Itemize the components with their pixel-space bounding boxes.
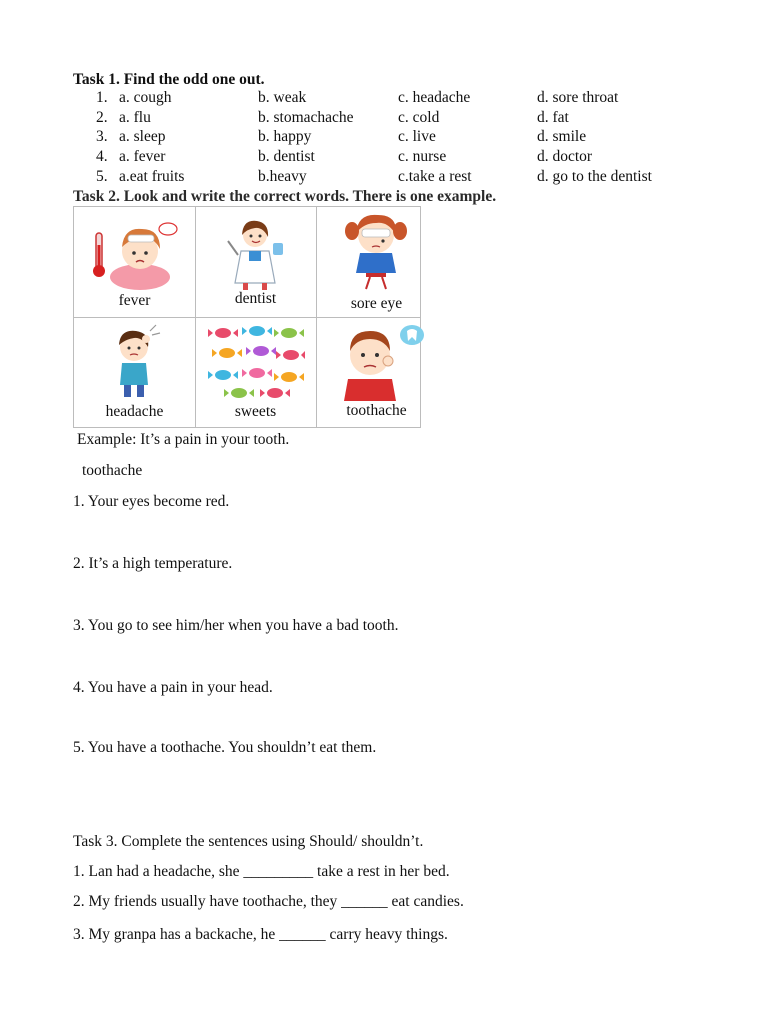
picture-label: toothache bbox=[346, 402, 407, 419]
picture-cell-toothache bbox=[316, 317, 437, 427]
task2-title: Task 2. Look and write the correct words. There is one example. bbox=[73, 188, 497, 205]
row-number: 1. bbox=[96, 89, 108, 106]
option-b: b.heavy bbox=[258, 168, 307, 185]
option-b: b. dentist bbox=[258, 148, 315, 165]
question-4: 4. You have a pain in your head. bbox=[73, 679, 273, 696]
picture-label: fever bbox=[118, 292, 151, 309]
option-a: a. flu bbox=[119, 109, 151, 126]
sweets-candies-icon bbox=[205, 321, 305, 401]
row-number: 2. bbox=[96, 109, 108, 126]
example-sentence: Example: It’s a pain in your tooth. bbox=[77, 431, 290, 448]
option-b: b. stomachache bbox=[258, 109, 354, 126]
option-b: b. happy bbox=[258, 128, 312, 145]
task3-title: Task 3. Complete the sentences using Should/ shouldn’t. bbox=[73, 833, 424, 850]
option-d: d. doctor bbox=[537, 148, 593, 165]
option-a: a. sleep bbox=[119, 128, 166, 145]
option-a: a. fever bbox=[119, 148, 166, 165]
task1-instruction: Find the odd one out. bbox=[123, 71, 265, 88]
option-c: c. cold bbox=[398, 109, 440, 126]
task1-heading bbox=[73, 70, 265, 89]
task3-sentence-1: 1. Lan had a headache, she _________ take a rest in her bed. bbox=[73, 863, 450, 880]
picture-cell-sweets bbox=[195, 317, 316, 427]
boy-toothache-icon bbox=[326, 321, 426, 401]
option-d: d. sore throat bbox=[537, 89, 619, 106]
question-2: 2. It’s a high temperature. bbox=[73, 555, 233, 572]
option-d: d. fat bbox=[537, 109, 569, 126]
picture-label: sore eye bbox=[350, 295, 403, 312]
row-number: 4. bbox=[96, 148, 108, 165]
option-d: d. smile bbox=[537, 128, 587, 145]
question-5: 5. You have a toothache. You shouldn’t eat them. bbox=[73, 739, 377, 756]
picture-label: headache bbox=[105, 403, 164, 420]
task3-sentence-3: 3. My granpa has a backache, he ______ carry heavy things. bbox=[73, 926, 448, 943]
picture-cell-dentist bbox=[195, 207, 316, 317]
dentist-woman-icon bbox=[205, 211, 305, 291]
picture-cell-fever bbox=[74, 207, 195, 317]
option-c: c. headache bbox=[398, 89, 471, 106]
option-c: c. live bbox=[398, 128, 436, 145]
picture-label: sweets bbox=[234, 403, 277, 420]
task1-label: Task 1. bbox=[73, 71, 120, 88]
girl-fever-thermometer-icon bbox=[84, 211, 184, 291]
option-a: a. cough bbox=[119, 89, 172, 106]
task3-sentence-2: 2. My friends usually have toothache, they ______ eat candies. bbox=[73, 893, 464, 910]
option-a: a.eat fruits bbox=[119, 168, 185, 185]
picture-grid bbox=[73, 206, 421, 428]
row-number: 5. bbox=[96, 168, 108, 185]
picture-cell-headache bbox=[74, 317, 195, 427]
row-number: 3. bbox=[96, 128, 108, 145]
girl-headache-icon bbox=[84, 321, 184, 401]
picture-label: dentist bbox=[234, 290, 277, 307]
girl-sore-eye-icon bbox=[326, 211, 426, 291]
option-d: d. go to the dentist bbox=[537, 168, 652, 185]
question-3: 3. You go to see him/her when you have a bad tooth. bbox=[73, 617, 399, 634]
picture-cell-sore-eye bbox=[316, 207, 437, 317]
question-1: 1. Your eyes become red. bbox=[73, 493, 230, 510]
option-b: b. weak bbox=[258, 89, 307, 106]
option-c: c.take a rest bbox=[398, 168, 472, 185]
option-c: c. nurse bbox=[398, 148, 447, 165]
example-answer: toothache bbox=[82, 462, 143, 479]
